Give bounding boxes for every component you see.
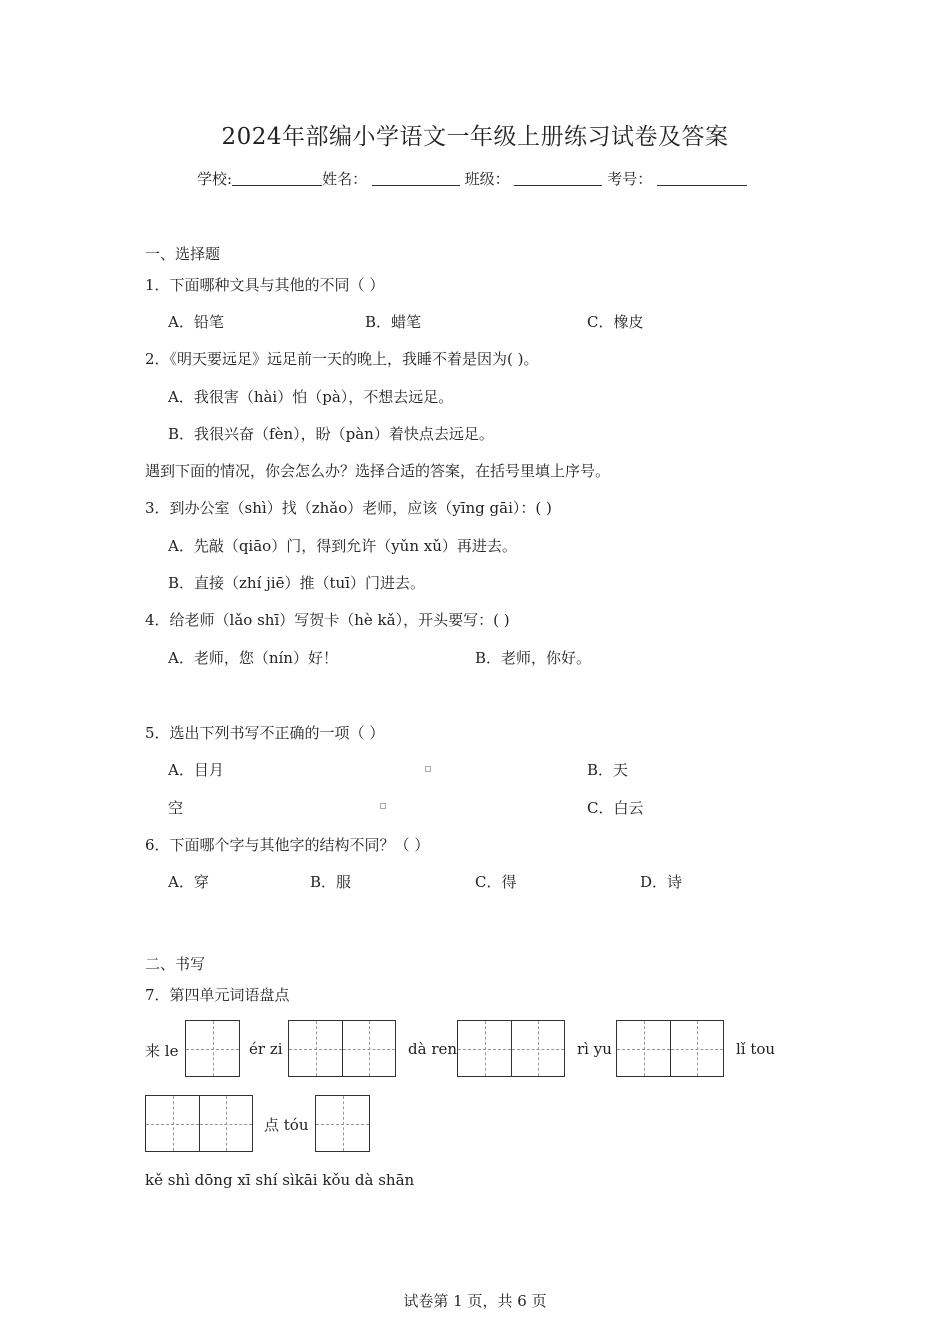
page-footer: 试卷第 1 页，共 6 页 (403, 1292, 547, 1310)
writing-grid[interactable] (315, 1095, 370, 1152)
pinyin-prompt: lǐ tou (736, 1040, 776, 1058)
q1-stem: 1．下面哪种文具与其他的不同（ ） (145, 276, 385, 294)
writing-cell[interactable] (670, 1021, 723, 1076)
pinyin-prompt: 来 le (145, 1042, 179, 1060)
writing-cell[interactable] (316, 1096, 369, 1151)
writing-cell[interactable] (289, 1021, 342, 1076)
placeholder-square-icon (380, 803, 386, 809)
q6-option-d[interactable]: D．诗 (640, 873, 683, 891)
q7-stem: 7．第四单元词语盘点 (145, 986, 290, 1004)
q1-option-b[interactable]: B．蜡笔 (365, 313, 422, 331)
pinyin-prompt: rì yu (577, 1040, 612, 1058)
writing-grid[interactable] (457, 1020, 565, 1077)
q2-option-a[interactable]: A．我很害（hài）怕（pà），不想去远足。 (168, 388, 454, 406)
school-blank[interactable] (232, 169, 322, 186)
instruction-text: 遇到下面的情况，你会怎么办？选择合适的答案，在括号里填上序号。 (145, 462, 611, 480)
writing-cell[interactable] (617, 1021, 670, 1076)
writing-cell[interactable] (511, 1021, 564, 1076)
pinyin-prompt: dà ren (408, 1040, 458, 1058)
writing-cell[interactable] (186, 1021, 239, 1076)
name-blank[interactable] (372, 169, 460, 186)
q6-option-b[interactable]: B．服 (310, 873, 352, 891)
q6-option-c[interactable]: C．得 (475, 873, 517, 891)
q1-option-c[interactable]: C．橡皮 (587, 313, 644, 331)
class-label: 班级： (464, 170, 510, 188)
writing-grid[interactable] (185, 1020, 240, 1077)
section-writing-heading: 二、书写 (145, 955, 206, 973)
q3-stem: 3．到办公室（shì）找（zhǎo）老师，应该（yīng gāi）：( ) (145, 499, 552, 517)
q3-option-a[interactable]: A．先敲（qiāo）门，得到允许（yǔn xǔ）再进去。 (168, 537, 517, 555)
q6-option-a[interactable]: A．穿 (168, 873, 209, 891)
q5-stem: 5．选出下列书写不正确的一项（ ） (145, 724, 385, 742)
q1-option-a[interactable]: A．铅笔 (168, 313, 224, 331)
number-blank[interactable] (657, 169, 747, 186)
pinyin-prompt: 点 tóu (264, 1116, 309, 1134)
writing-grid[interactable] (145, 1095, 253, 1152)
q6-stem: 6．下面哪个字与其他字的结构不同？（ ） (145, 836, 430, 854)
q4-option-a[interactable]: A．老师，您（nín）好！ (168, 649, 338, 667)
writing-cell[interactable] (342, 1021, 395, 1076)
writing-cell[interactable] (146, 1096, 199, 1151)
class-blank[interactable] (514, 169, 602, 186)
q5-option-a[interactable]: A．目月 (168, 761, 224, 779)
q4-stem: 4．给老师（lǎo shī）写贺卡（hè kǎ），开头要写：( ) (145, 611, 510, 629)
q5-option-b[interactable]: B．天 (587, 761, 629, 779)
number-label: 考号： (607, 170, 653, 188)
q2-option-b[interactable]: B．我很兴奋（fèn），盼（pàn）着快点去远足。 (168, 425, 494, 443)
writing-grid[interactable] (616, 1020, 724, 1077)
writing-cell[interactable] (458, 1021, 511, 1076)
pinyin-prompt: ér zi (249, 1040, 283, 1058)
school-label: 学校: (197, 170, 233, 188)
q5-option-c[interactable]: C．白云 (587, 799, 644, 817)
q4-option-b[interactable]: B．老师，你好。 (475, 649, 592, 667)
q5-option-a-continued: 空 (168, 799, 184, 817)
section-choice-heading: 一、选择题 (145, 245, 221, 263)
name-label: 姓名： (322, 170, 368, 188)
placeholder-square-icon (425, 766, 431, 772)
q2-stem: 2．《明天要远足》远足前一天的晚上，我睡不着是因为( )。 (145, 350, 539, 368)
q3-option-b[interactable]: B．直接（zhí jiē）推（tuī）门进去。 (168, 574, 425, 592)
writing-cell[interactable] (199, 1096, 252, 1151)
page-title: 2024年部编小学语文一年级上册练习试卷及答案 (221, 124, 729, 150)
writing-grid[interactable] (288, 1020, 396, 1077)
student-info-line (197, 168, 747, 189)
pinyin-word-line: kě shì dōng xī shí sìkāi kǒu dà shān (145, 1171, 415, 1189)
